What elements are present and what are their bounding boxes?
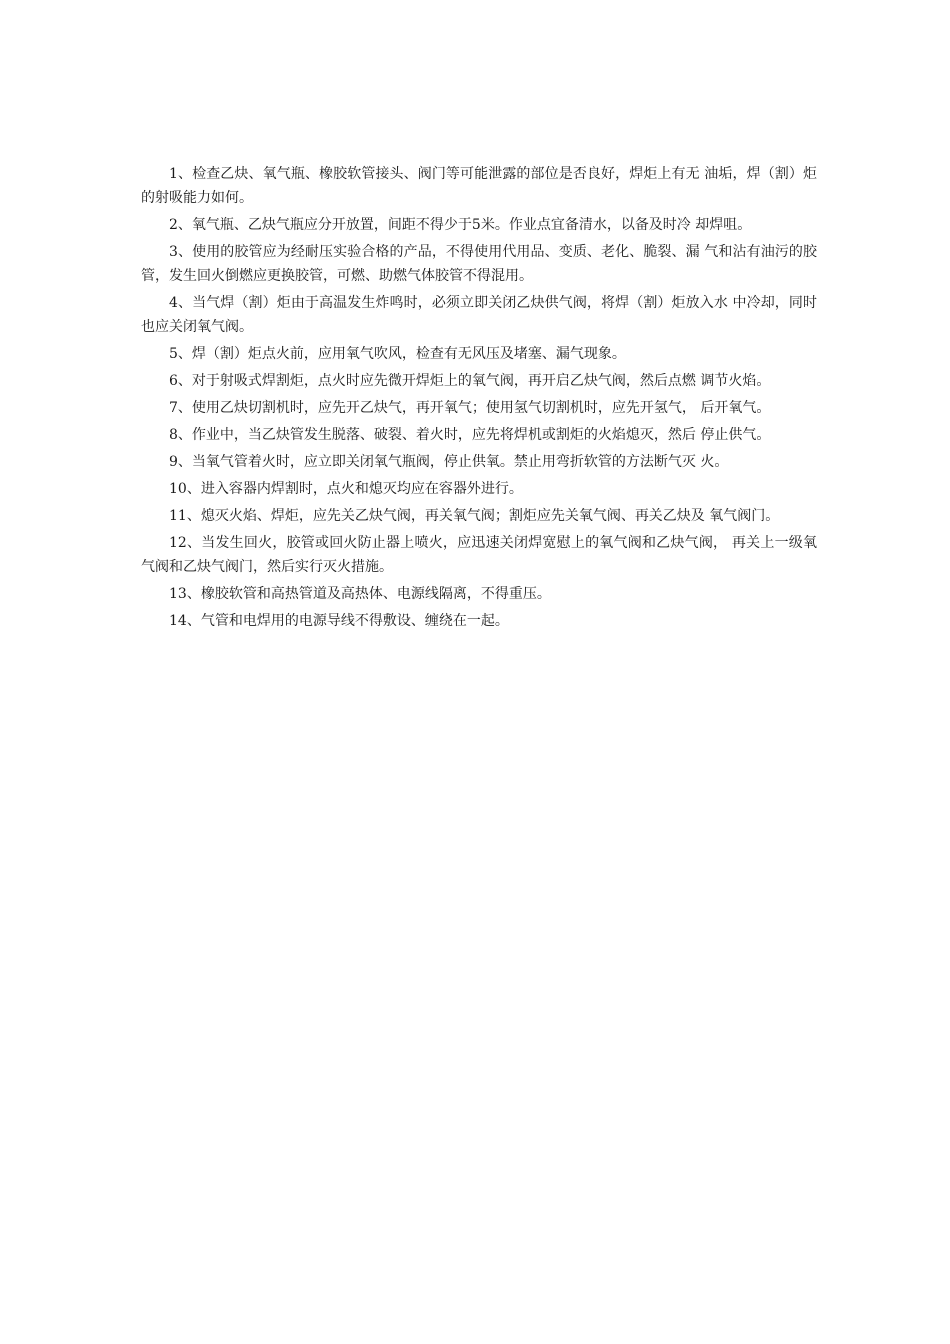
list-item: 1、检查乙炔、氧气瓶、橡胶软管接头、阀门等可能泄露的部位是否良好，焊炬上有无 油垢，焊（割）炬的射吸能力如何。 (141, 166, 817, 206)
list-item: 10、进入容器内焊割时，点火和熄灭均应在容器外进行。 (169, 481, 523, 497)
list-item: 4、当气焊（割）炬由于高温发生炸鸣时，必须立即关闭乙炔供气阀，将焊（割）炬放入水 中冷却，同时也应关闭氧气阀。 (141, 295, 817, 335)
list-item: 9、当氧气管着火时，应立即关闭氧气瓶阀，停止供氧。禁止用弯折软管的方法断气灭 火。 (169, 454, 729, 470)
list-item: 8、作业中，当乙炔管发生脱落、破裂、着火时，应先将焊机或割炬的火焰熄灭，然后 停止供气。 (169, 427, 771, 443)
list-item: 3、使用的胶管应为经耐压实验合格的产品，不得使用代用品、变质、老化、脆裂、漏 气和沾有油污的胶管，发生回火倒燃应更换胶管，可燃、助燃气体胶管不得混用。 (141, 244, 817, 284)
document-body (141, 162, 817, 636)
list-item: 12、当发生回火，胶管或回火防止器上喷火，应迅速关闭焊宽慰上的氧气阀和乙炔气阀， 再关上一级氧气阀和乙炔气阀门，然后实行灭火措施。 (141, 535, 817, 575)
list-item: 13、橡胶软管和高热管道及高热体、电源线隔离，不得重压。 (169, 586, 551, 602)
list-item: 5、焊（割）炬点火前，应用氧气吹风，检查有无风压及堵塞、漏气现象。 (169, 346, 626, 362)
list-item: 7、使用乙炔切割机时，应先开乙炔气，再开氧气；使用氢气切割机时，应先开氢气， 后开氧气。 (169, 400, 771, 416)
list-item: 2、氧气瓶、乙炔气瓶应分开放置，间距不得少于5米。作业点宜备清水，以备及时冷 却焊咀。 (169, 217, 752, 233)
list-item: 14、气管和电焊用的电源导线不得敷设、缠绕在一起。 (169, 613, 509, 629)
list-item: 11、熄灭火焰、焊炬，应先关乙炔气阀，再关氧气阀；割炬应先关氧气阀、再关乙炔及 氧气阀门。 (169, 508, 780, 524)
list-item: 6、对于射吸式焊割炬，点火时应先微开焊炬上的氧气阀，再开启乙炔气阀，然后点燃 调节火焰。 (169, 373, 771, 389)
